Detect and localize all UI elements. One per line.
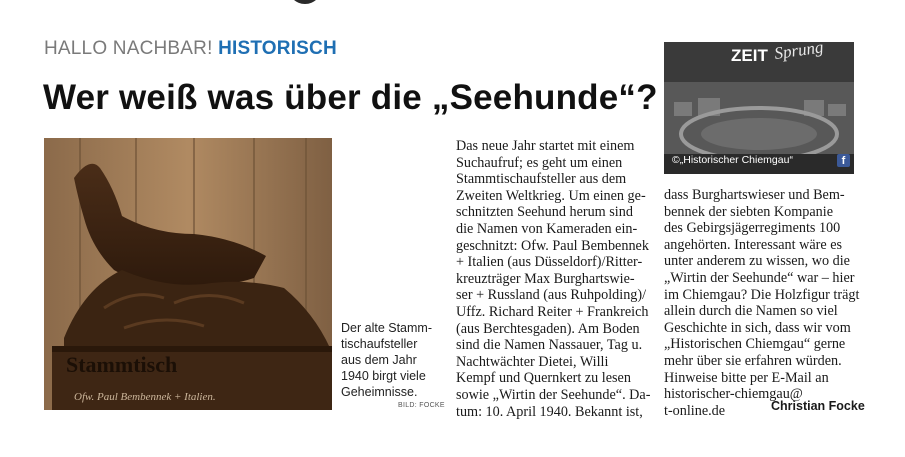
text-line: „Historischen Chiemgau“ gerne — [664, 336, 846, 353]
text-line: die Namen von Kameraden ein- — [456, 220, 638, 237]
text-line: + Italien (aus Düsseldorf)/Ritter- — [456, 254, 643, 271]
text-line: Nachtwächter Dietei, Willi — [456, 353, 609, 370]
ad-title-sprung: Sprung — [773, 37, 825, 64]
text-line: sowie „Wirtin der Seehunde“. Da- — [456, 386, 651, 403]
photo-caption — [341, 320, 445, 400]
text-line: Geschichte in sich, dass wir vom — [664, 319, 851, 336]
text-line: dass Burghartswieser und Bem- — [664, 187, 845, 203]
text-line: „Wirtin der Seehunde“ war – hier — [664, 269, 855, 286]
facebook-icon[interactable]: f — [837, 154, 850, 167]
headline: Wer weiß was über die „Seehunde“? — [43, 78, 658, 117]
caption-line: Der alte Stamm- — [341, 321, 432, 335]
text-line: des Gebirgsjägerregiments 100 — [664, 220, 841, 237]
caption-line: Geheimnisse. — [341, 385, 418, 399]
text-line: geschnitzt: Ofw. Paul Bembennek — [456, 237, 649, 254]
seal-figure-photo — [44, 138, 332, 410]
text-line: schnitzten Seehund herum sind — [456, 204, 633, 221]
text-line: tum: 10. April 1940. Bekannt ist, — [456, 403, 643, 420]
text-line: t-online.de — [664, 402, 726, 419]
text-line: sind die Namen Nassauer, Tag u. — [456, 337, 643, 354]
text-line: Zweiten Weltkrieg. Um einen ge- — [456, 187, 646, 204]
text-line: Kempf und Quernkert zu lesen — [456, 370, 631, 387]
text-line: historischer-chiemgau@ — [664, 386, 803, 403]
text-line: Suchaufruf; es geht um einen — [456, 154, 623, 171]
kicker-category: HISTORISCH — [218, 38, 337, 59]
text-line: Das neue Jahr startet mit einem — [456, 138, 635, 154]
article-column-2 — [664, 187, 864, 419]
text-line: (aus Berchtesgaden). Am Boden — [456, 320, 640, 337]
text-line: Stammtischaufsteller aus dem — [456, 171, 627, 188]
text-line: kreuzträger Max Burghartswie- — [456, 270, 635, 287]
photo-credit: BILD: FOCKE — [398, 402, 445, 409]
caption-line: 1940 birgt viele — [341, 369, 426, 383]
text-line: bennek der siebten Kompanie — [664, 203, 834, 220]
carved-word: Stammtisch — [66, 352, 178, 377]
text-line: angehörten. Interessant wäre es — [664, 236, 843, 253]
author-name: Christian Focke — [771, 399, 865, 413]
text-line: unter anderem zu wissen, wo die — [664, 253, 850, 270]
ad-title-zeit: ZEIT — [731, 46, 768, 65]
text-line: allein durch die Namen so viel — [664, 303, 838, 320]
article-column-1 — [456, 138, 656, 420]
text-line: Hinweise bitte per E-Mail an — [664, 369, 829, 386]
caption-line: tischaufsteller — [341, 337, 418, 351]
text-line: Uffz. Richard Reiter + Frankreich — [456, 303, 649, 320]
text-line: im Chiemgau? Die Holzfigur trägt — [664, 286, 860, 303]
carved-inscription: Ofw. Paul Bembennek + Italien. — [74, 391, 216, 403]
ad-caption: ©„Historischer Chiemgau“ — [672, 154, 793, 166]
kicker-label: HALLO NACHBAR! — [44, 38, 213, 59]
kicker — [44, 38, 337, 60]
decorative-fragment — [288, 0, 322, 4]
text-line: mehr über sie erfahren würden. — [664, 352, 842, 369]
caption-line: aus dem Jahr — [341, 353, 417, 367]
text-line: ser + Russland (aus Ruhpolding)/ — [456, 287, 647, 304]
